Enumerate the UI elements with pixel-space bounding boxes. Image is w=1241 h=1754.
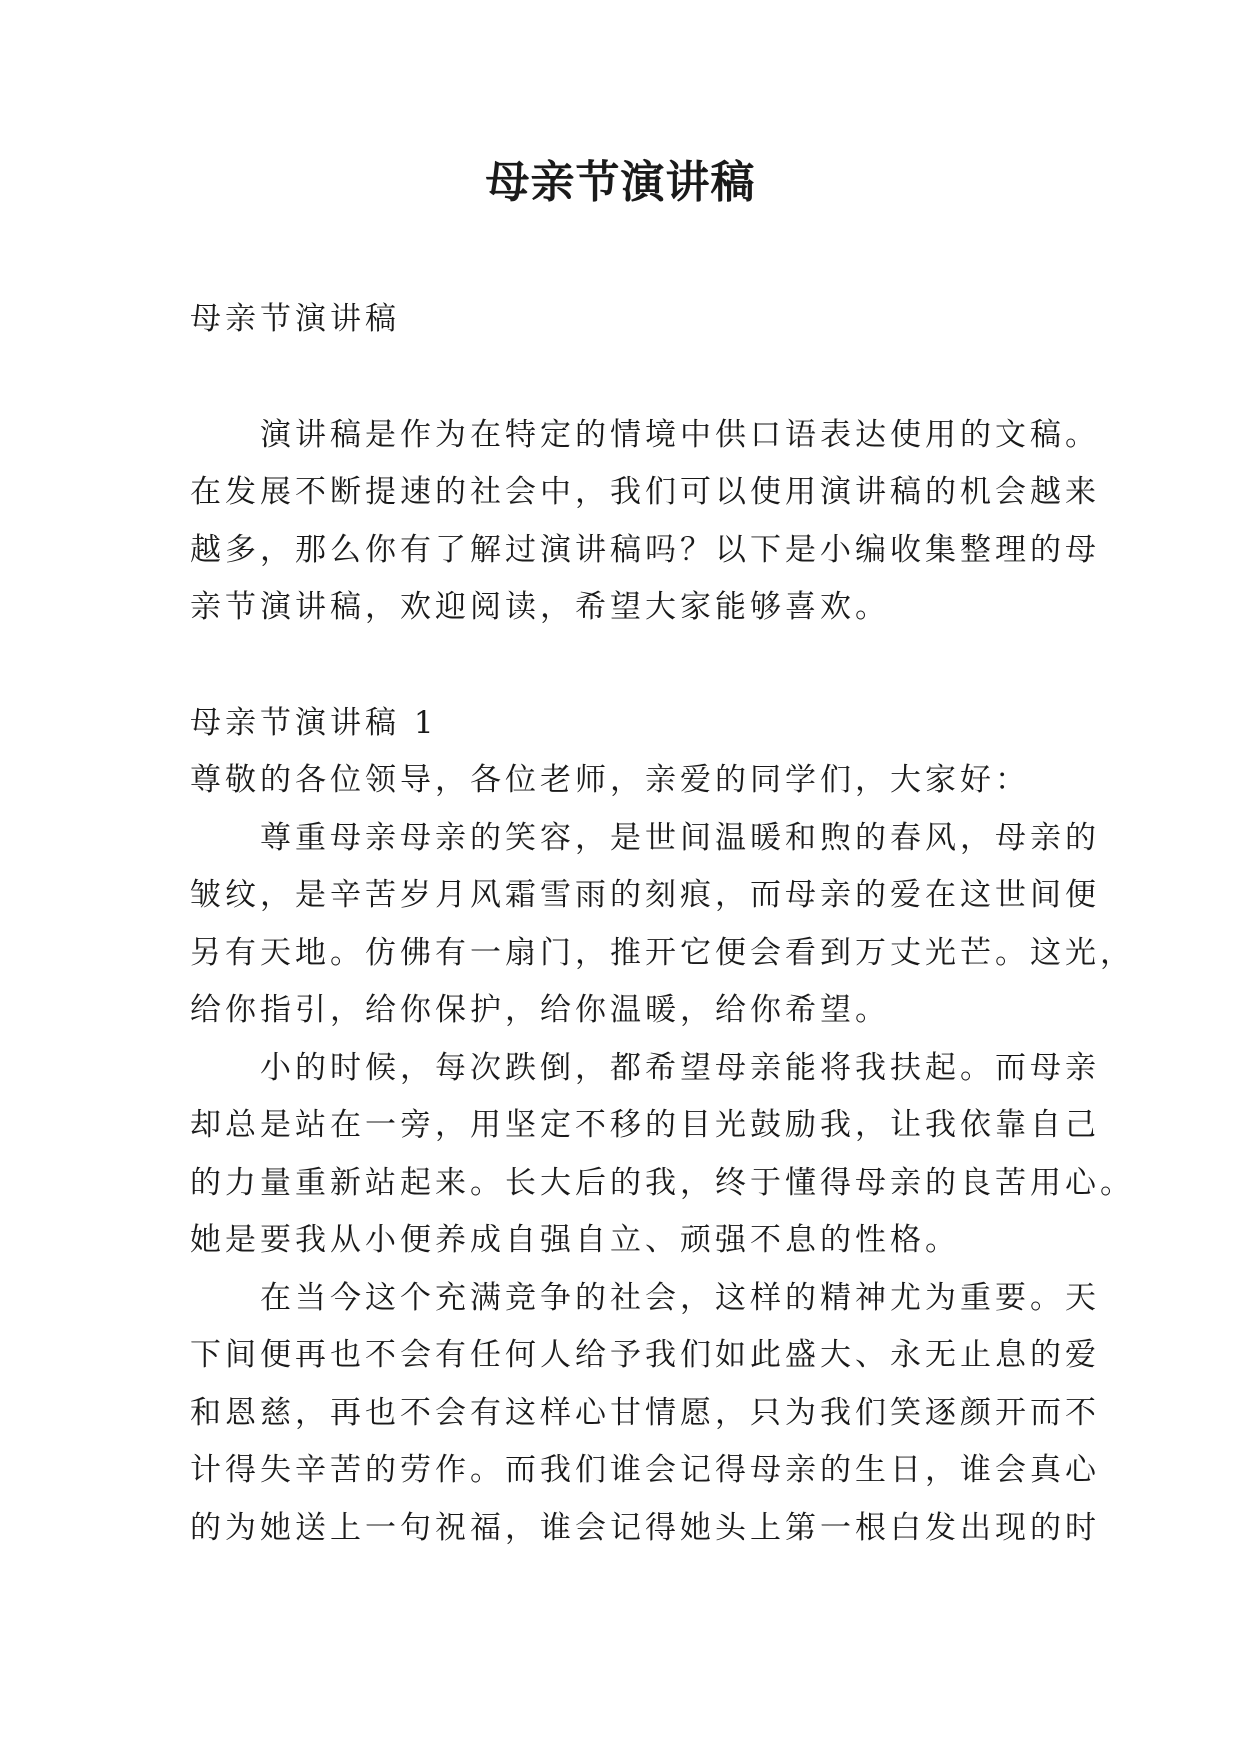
speech-paragraph xyxy=(190,810,1135,1040)
paragraph-line: 计得失辛苦的劳作。而我们谁会记得母亲的生日，谁会真心 xyxy=(190,1452,1100,1488)
intro-line: 越多，那么你有了解过演讲稿吗？以下是小编收集整理的母 xyxy=(190,531,1100,568)
paragraph-line: 却总是站在一旁，用坚定不移的目光鼓励我，让我依靠自己 xyxy=(190,1107,1100,1143)
document-subtitle: 母亲节演讲稿 xyxy=(190,301,400,337)
speech-paragraph xyxy=(190,1270,1100,1558)
intro-line: 在发展不断提速的社会中，我们可以使用演讲稿的机会越来 xyxy=(190,474,1100,510)
paragraph-line: 下间便再也不会有任何人给予我们如此盛大、永无止息的爱 xyxy=(190,1337,1100,1373)
paragraph-line: 尊重母亲母亲的笑容，是世间温暖和煦的春风，母亲的 xyxy=(260,819,1100,856)
paragraph-line: 的力量重新站起来。长大后的我，终于懂得母亲的良苦用心。 xyxy=(190,1164,1135,1201)
speech-greeting: 尊敬的各位领导，各位老师，亲爱的同学们，大家好： xyxy=(190,762,1030,798)
paragraph-line: 和恩慈，再也不会有这样心甘情愿，只为我们笑逐颜开而不 xyxy=(190,1394,1100,1431)
paragraph-line: 的为她送上一句祝福，谁会记得她头上第一根白发出现的时 xyxy=(190,1509,1100,1546)
section-heading: 母亲节演讲稿 1 xyxy=(190,704,438,741)
paragraph-line: 她是要我从小便养成自强自立、顽强不息的性格。 xyxy=(190,1222,960,1258)
speech-paragraph xyxy=(190,1040,1135,1270)
paragraph-line: 小的时候，每次跌倒，都希望母亲能将我扶起。而母亲 xyxy=(260,1049,1100,1086)
intro-paragraph xyxy=(190,407,1100,637)
paragraph-line: 在当今这个充满竞争的社会，这样的精神尤为重要。天 xyxy=(260,1279,1100,1316)
paragraph-line: 另有天地。仿佛有一扇门，推开它便会看到万丈光芒。这光， xyxy=(190,934,1135,971)
document-body xyxy=(190,291,1135,1557)
document-title: 母亲节演讲稿 xyxy=(485,157,756,208)
paragraph-line: 给你指引，给你保护，给你温暖，给你希望。 xyxy=(190,992,890,1028)
intro-line: 亲节演讲稿，欢迎阅读，希望大家能够喜欢。 xyxy=(190,589,890,625)
intro-line: 演讲稿是作为在特定的情境中供口语表达使用的文稿。 xyxy=(260,416,1100,453)
paragraph-line: 皱纹，是辛苦岁月风霜雪雨的刻痕，而母亲的爱在这世间便 xyxy=(190,877,1100,913)
